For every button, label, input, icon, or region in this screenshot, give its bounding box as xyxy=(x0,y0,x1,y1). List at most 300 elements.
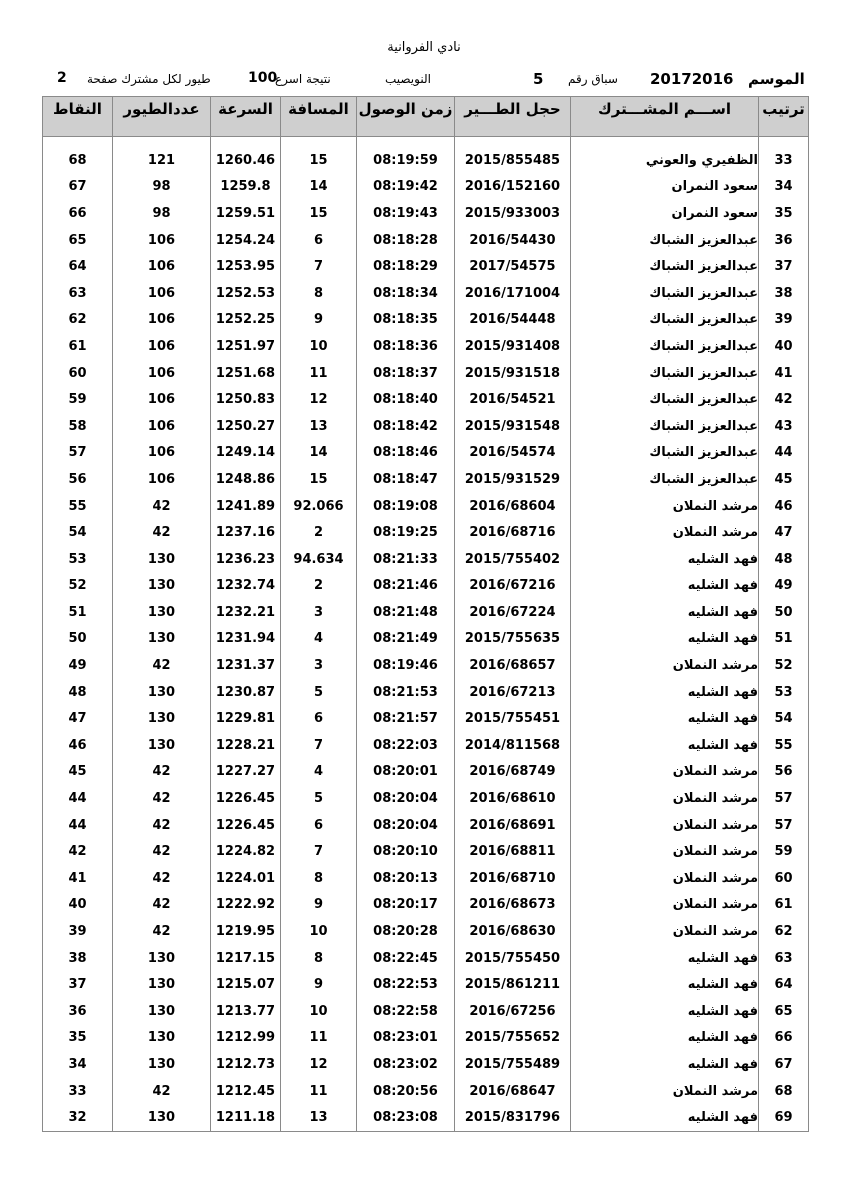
season-value: 20172016 xyxy=(650,70,734,88)
cell-participant: عبدالعزيز الشباك xyxy=(571,307,759,334)
cell-participant: مرشد النملان xyxy=(571,838,759,865)
cell-arrival-time: 08:18:40 xyxy=(357,386,455,413)
cell-points: 40 xyxy=(43,892,113,919)
cell-points: 34 xyxy=(43,1051,113,1078)
results-table xyxy=(42,96,809,1132)
cell-distance: 12 xyxy=(281,386,357,413)
table-row xyxy=(43,227,809,254)
cell-arrival-time: 08:21:46 xyxy=(357,573,455,600)
cell-rank: 33 xyxy=(759,147,809,174)
cell-distance: 13 xyxy=(281,413,357,440)
cell-speed: 1226.45 xyxy=(211,812,281,839)
table-row xyxy=(43,440,809,467)
cell-speed: 1248.86 xyxy=(211,466,281,493)
cell-ring: 2016/68630 xyxy=(455,918,571,945)
cell-ring: 2015/931548 xyxy=(455,413,571,440)
fastest-result-label: نتيجة اسرع xyxy=(275,72,331,86)
table-row xyxy=(43,918,809,945)
spacer-row xyxy=(43,137,809,148)
cell-rank: 57 xyxy=(759,812,809,839)
cell-speed: 1237.16 xyxy=(211,519,281,546)
cell-distance: 8 xyxy=(281,945,357,972)
table-row xyxy=(43,1051,809,1078)
cell-bird-count: 42 xyxy=(113,519,211,546)
cell-speed: 1231.94 xyxy=(211,626,281,653)
cell-bird-count: 106 xyxy=(113,307,211,334)
cell-bird-count: 106 xyxy=(113,413,211,440)
cell-distance: 12 xyxy=(281,1051,357,1078)
cell-participant: فهد الشليه xyxy=(571,1104,759,1131)
cell-arrival-time: 08:18:42 xyxy=(357,413,455,440)
col-header-rank: ترتيب xyxy=(759,97,809,137)
cell-ring: 2016/68716 xyxy=(455,519,571,546)
cell-distance: 11 xyxy=(281,360,357,387)
cell-bird-count: 130 xyxy=(113,546,211,573)
cell-participant: فهد الشليه xyxy=(571,1051,759,1078)
cell-distance: 5 xyxy=(281,785,357,812)
col-header-speed: السرعة xyxy=(211,97,281,137)
cell-bird-count: 106 xyxy=(113,227,211,254)
cell-ring: 2016/67224 xyxy=(455,599,571,626)
cell-participant: عبدالعزيز الشباك xyxy=(571,253,759,280)
cell-speed: 1250.83 xyxy=(211,386,281,413)
cell-bird-count: 130 xyxy=(113,1051,211,1078)
cell-speed: 1241.89 xyxy=(211,493,281,520)
cell-bird-count: 42 xyxy=(113,1078,211,1105)
cell-participant: سعود النمران xyxy=(571,174,759,201)
table-row xyxy=(43,785,809,812)
cell-rank: 45 xyxy=(759,466,809,493)
cell-participant: مرشد النملان xyxy=(571,785,759,812)
cell-ring: 2015/931518 xyxy=(455,360,571,387)
cell-points: 67 xyxy=(43,174,113,201)
cell-distance: 2 xyxy=(281,519,357,546)
cell-distance: 7 xyxy=(281,732,357,759)
cell-points: 35 xyxy=(43,1025,113,1052)
cell-rank: 41 xyxy=(759,360,809,387)
cell-speed: 1217.15 xyxy=(211,945,281,972)
cell-points: 39 xyxy=(43,918,113,945)
cell-bird-count: 106 xyxy=(113,466,211,493)
cell-arrival-time: 08:19:08 xyxy=(357,493,455,520)
cell-bird-count: 42 xyxy=(113,865,211,892)
cell-arrival-time: 08:21:33 xyxy=(357,546,455,573)
cell-ring: 2015/755402 xyxy=(455,546,571,573)
cell-ring: 2017/54575 xyxy=(455,253,571,280)
cell-participant: عبدالعزيز الشباك xyxy=(571,360,759,387)
cell-points: 48 xyxy=(43,679,113,706)
col-header-points: النقاط xyxy=(43,97,113,137)
cell-bird-count: 42 xyxy=(113,785,211,812)
cell-arrival-time: 08:18:29 xyxy=(357,253,455,280)
cell-ring: 2015/755451 xyxy=(455,705,571,732)
cell-points: 38 xyxy=(43,945,113,972)
cell-ring: 2016/68610 xyxy=(455,785,571,812)
cell-arrival-time: 08:20:01 xyxy=(357,759,455,786)
cell-distance: 11 xyxy=(281,1025,357,1052)
cell-bird-count: 106 xyxy=(113,333,211,360)
cell-participant: فهد الشليه xyxy=(571,626,759,653)
table-row xyxy=(43,573,809,600)
cell-points: 64 xyxy=(43,253,113,280)
page-number: 2 xyxy=(57,70,67,86)
fastest-result-value: 100 xyxy=(248,70,278,86)
cell-speed: 1251.68 xyxy=(211,360,281,387)
cell-distance: 6 xyxy=(281,812,357,839)
cell-arrival-time: 08:21:53 xyxy=(357,679,455,706)
cell-points: 60 xyxy=(43,360,113,387)
table-row xyxy=(43,1104,809,1131)
cell-rank: 60 xyxy=(759,865,809,892)
table-row xyxy=(43,838,809,865)
cell-points: 56 xyxy=(43,466,113,493)
cell-arrival-time: 08:22:45 xyxy=(357,945,455,972)
cell-bird-count: 130 xyxy=(113,945,211,972)
cell-participant: مرشد النملان xyxy=(571,918,759,945)
cell-arrival-time: 08:20:13 xyxy=(357,865,455,892)
cell-rank: 67 xyxy=(759,1051,809,1078)
cell-bird-count: 98 xyxy=(113,174,211,201)
cell-speed: 1211.18 xyxy=(211,1104,281,1131)
table-row xyxy=(43,466,809,493)
cell-ring: 2015/931408 xyxy=(455,333,571,360)
cell-arrival-time: 08:19:42 xyxy=(357,174,455,201)
cell-participant: عبدالعزيز الشباك xyxy=(571,440,759,467)
cell-ring: 2015/831796 xyxy=(455,1104,571,1131)
cell-distance: 10 xyxy=(281,333,357,360)
cell-rank: 69 xyxy=(759,1104,809,1131)
cell-points: 52 xyxy=(43,573,113,600)
table-row xyxy=(43,626,809,653)
cell-ring: 2016/68657 xyxy=(455,652,571,679)
cell-bird-count: 106 xyxy=(113,440,211,467)
table-row xyxy=(43,1025,809,1052)
cell-bird-count: 42 xyxy=(113,759,211,786)
cell-bird-count: 130 xyxy=(113,1025,211,1052)
cell-rank: 36 xyxy=(759,227,809,254)
table-row xyxy=(43,945,809,972)
cell-points: 57 xyxy=(43,440,113,467)
cell-bird-count: 106 xyxy=(113,386,211,413)
cell-speed: 1259.8 xyxy=(211,174,281,201)
cell-speed: 1228.21 xyxy=(211,732,281,759)
cell-points: 54 xyxy=(43,519,113,546)
cell-arrival-time: 08:18:34 xyxy=(357,280,455,307)
cell-ring: 2016/68604 xyxy=(455,493,571,520)
cell-distance: 9 xyxy=(281,971,357,998)
cell-bird-count: 130 xyxy=(113,573,211,600)
cell-arrival-time: 08:20:04 xyxy=(357,812,455,839)
cell-participant: مرشد النملان xyxy=(571,652,759,679)
cell-participant: عبدالعزيز الشباك xyxy=(571,280,759,307)
cell-participant: عبدالعزيز الشباك xyxy=(571,466,759,493)
cell-rank: 46 xyxy=(759,493,809,520)
table-row xyxy=(43,200,809,227)
cell-distance: 15 xyxy=(281,200,357,227)
cell-arrival-time: 08:20:04 xyxy=(357,785,455,812)
table-row xyxy=(43,174,809,201)
cell-arrival-time: 08:19:59 xyxy=(357,147,455,174)
cell-ring: 2015/931529 xyxy=(455,466,571,493)
cell-speed: 1227.27 xyxy=(211,759,281,786)
cell-participant: فهد الشليه xyxy=(571,971,759,998)
cell-speed: 1212.45 xyxy=(211,1078,281,1105)
cell-rank: 64 xyxy=(759,971,809,998)
cell-participant: مرشد النملان xyxy=(571,1078,759,1105)
cell-distance: 15 xyxy=(281,466,357,493)
cell-arrival-time: 08:19:25 xyxy=(357,519,455,546)
cell-points: 37 xyxy=(43,971,113,998)
cell-speed: 1232.21 xyxy=(211,599,281,626)
cell-ring: 2016/54448 xyxy=(455,307,571,334)
cell-distance: 3 xyxy=(281,652,357,679)
cell-speed: 1252.53 xyxy=(211,280,281,307)
table-row xyxy=(43,865,809,892)
cell-rank: 56 xyxy=(759,759,809,786)
table-row xyxy=(43,386,809,413)
cell-distance: 2 xyxy=(281,573,357,600)
cell-rank: 48 xyxy=(759,546,809,573)
cell-distance: 7 xyxy=(281,838,357,865)
cell-bird-count: 42 xyxy=(113,892,211,919)
table-body xyxy=(43,137,809,1132)
cell-arrival-time: 08:23:01 xyxy=(357,1025,455,1052)
cell-participant: مرشد النملان xyxy=(571,519,759,546)
col-header-distance: المسافة xyxy=(281,97,357,137)
table-row xyxy=(43,413,809,440)
cell-speed: 1224.82 xyxy=(211,838,281,865)
cell-bird-count: 106 xyxy=(113,253,211,280)
cell-distance: 7 xyxy=(281,253,357,280)
cell-ring: 2016/68710 xyxy=(455,865,571,892)
cell-points: 65 xyxy=(43,227,113,254)
cell-bird-count: 42 xyxy=(113,812,211,839)
cell-arrival-time: 08:20:10 xyxy=(357,838,455,865)
cell-participant: مرشد النملان xyxy=(571,759,759,786)
cell-points: 66 xyxy=(43,200,113,227)
cell-distance: 8 xyxy=(281,865,357,892)
cell-ring: 2016/68647 xyxy=(455,1078,571,1105)
cell-points: 36 xyxy=(43,998,113,1025)
cell-points: 44 xyxy=(43,812,113,839)
cell-speed: 1236.23 xyxy=(211,546,281,573)
cell-distance: 92.066 xyxy=(281,493,357,520)
cell-rank: 63 xyxy=(759,945,809,972)
cell-distance: 13 xyxy=(281,1104,357,1131)
cell-points: 45 xyxy=(43,759,113,786)
cell-arrival-time: 08:18:46 xyxy=(357,440,455,467)
club-title: نادي الفروانية xyxy=(387,40,461,55)
cell-points: 58 xyxy=(43,413,113,440)
cell-bird-count: 42 xyxy=(113,918,211,945)
cell-arrival-time: 08:23:02 xyxy=(357,1051,455,1078)
cell-bird-count: 130 xyxy=(113,998,211,1025)
table-row xyxy=(43,280,809,307)
cell-points: 63 xyxy=(43,280,113,307)
cell-arrival-time: 08:22:03 xyxy=(357,732,455,759)
cell-speed: 1215.07 xyxy=(211,971,281,998)
cell-participant: عبدالعزيز الشباك xyxy=(571,413,759,440)
cell-rank: 50 xyxy=(759,599,809,626)
cell-ring: 2015/861211 xyxy=(455,971,571,998)
table-row xyxy=(43,360,809,387)
cell-rank: 62 xyxy=(759,918,809,945)
cell-speed: 1250.27 xyxy=(211,413,281,440)
cell-distance: 94.634 xyxy=(281,546,357,573)
cell-arrival-time: 08:18:36 xyxy=(357,333,455,360)
cell-points: 33 xyxy=(43,1078,113,1105)
cell-bird-count: 130 xyxy=(113,971,211,998)
cell-distance: 6 xyxy=(281,227,357,254)
cell-points: 49 xyxy=(43,652,113,679)
cell-bird-count: 106 xyxy=(113,360,211,387)
cell-bird-count: 106 xyxy=(113,280,211,307)
cell-speed: 1252.25 xyxy=(211,307,281,334)
cell-distance: 14 xyxy=(281,440,357,467)
cell-rank: 42 xyxy=(759,386,809,413)
cell-speed: 1226.45 xyxy=(211,785,281,812)
cell-participant: فهد الشليه xyxy=(571,705,759,732)
cell-rank: 61 xyxy=(759,892,809,919)
table-row xyxy=(43,759,809,786)
cell-points: 53 xyxy=(43,546,113,573)
cell-rank: 66 xyxy=(759,1025,809,1052)
cell-arrival-time: 08:21:49 xyxy=(357,626,455,653)
cell-rank: 43 xyxy=(759,413,809,440)
table-header-row xyxy=(43,97,809,137)
cell-distance: 10 xyxy=(281,998,357,1025)
col-header-participant: اســـم المشـــترك xyxy=(571,97,759,137)
cell-arrival-time: 08:18:47 xyxy=(357,466,455,493)
table-row xyxy=(43,971,809,998)
cell-bird-count: 130 xyxy=(113,679,211,706)
col-header-ring: حجل الطـــير xyxy=(455,97,571,137)
cell-distance: 14 xyxy=(281,174,357,201)
table-row xyxy=(43,599,809,626)
cell-ring: 2016/152160 xyxy=(455,174,571,201)
race-number-label: سباق رقم xyxy=(568,72,618,86)
cell-participant: فهد الشليه xyxy=(571,1025,759,1052)
cell-participant: عبدالعزيز الشباك xyxy=(571,386,759,413)
table-row xyxy=(43,812,809,839)
cell-points: 42 xyxy=(43,838,113,865)
cell-participant: مرشد النملان xyxy=(571,865,759,892)
cell-speed: 1219.95 xyxy=(211,918,281,945)
col-header-arrival-time: زمن الوصول xyxy=(357,97,455,137)
cell-points: 61 xyxy=(43,333,113,360)
table-row xyxy=(43,333,809,360)
cell-ring: 2016/68749 xyxy=(455,759,571,786)
cell-ring: 2015/755635 xyxy=(455,626,571,653)
cell-bird-count: 130 xyxy=(113,732,211,759)
cell-distance: 11 xyxy=(281,1078,357,1105)
cell-distance: 6 xyxy=(281,705,357,732)
cell-distance: 9 xyxy=(281,307,357,334)
cell-arrival-time: 08:19:43 xyxy=(357,200,455,227)
cell-rank: 44 xyxy=(759,440,809,467)
cell-points: 41 xyxy=(43,865,113,892)
cell-speed: 1213.77 xyxy=(211,998,281,1025)
cell-distance: 3 xyxy=(281,599,357,626)
table-row xyxy=(43,732,809,759)
cell-rank: 49 xyxy=(759,573,809,600)
cell-rank: 38 xyxy=(759,280,809,307)
cell-points: 50 xyxy=(43,626,113,653)
table-row xyxy=(43,652,809,679)
cell-ring: 2016/54430 xyxy=(455,227,571,254)
cell-arrival-time: 08:18:28 xyxy=(357,227,455,254)
cell-bird-count: 98 xyxy=(113,200,211,227)
cell-distance: 5 xyxy=(281,679,357,706)
cell-arrival-time: 08:20:17 xyxy=(357,892,455,919)
cell-participant: عبدالعزيز الشباك xyxy=(571,333,759,360)
cell-distance: 9 xyxy=(281,892,357,919)
cell-speed: 1251.97 xyxy=(211,333,281,360)
season-label: الموسم xyxy=(748,70,805,88)
cell-participant: فهد الشليه xyxy=(571,945,759,972)
cell-ring: 2016/68811 xyxy=(455,838,571,865)
cell-participant: عبدالعزيز الشباك xyxy=(571,227,759,254)
race-number-value: 5 xyxy=(533,70,544,88)
cell-participant: فهد الشليه xyxy=(571,573,759,600)
cell-arrival-time: 08:18:37 xyxy=(357,360,455,387)
cell-bird-count: 130 xyxy=(113,599,211,626)
cell-ring: 2016/67256 xyxy=(455,998,571,1025)
cell-ring: 2014/811568 xyxy=(455,732,571,759)
table-row xyxy=(43,1078,809,1105)
table-row xyxy=(43,493,809,520)
table-row xyxy=(43,147,809,174)
cell-speed: 1260.46 xyxy=(211,147,281,174)
cell-participant: فهد الشليه xyxy=(571,599,759,626)
cell-ring: 2015/933003 xyxy=(455,200,571,227)
cell-arrival-time: 08:23:08 xyxy=(357,1104,455,1131)
cell-speed: 1212.73 xyxy=(211,1051,281,1078)
cell-ring: 2016/67213 xyxy=(455,679,571,706)
cell-ring: 2016/68673 xyxy=(455,892,571,919)
cell-points: 46 xyxy=(43,732,113,759)
cell-ring: 2015/755652 xyxy=(455,1025,571,1052)
cell-ring: 2016/54521 xyxy=(455,386,571,413)
cell-speed: 1229.81 xyxy=(211,705,281,732)
cell-rank: 55 xyxy=(759,732,809,759)
cell-rank: 40 xyxy=(759,333,809,360)
cell-bird-count: 42 xyxy=(113,652,211,679)
cell-bird-count: 42 xyxy=(113,838,211,865)
cell-arrival-time: 08:21:57 xyxy=(357,705,455,732)
table-row xyxy=(43,892,809,919)
cell-bird-count: 121 xyxy=(113,147,211,174)
cell-arrival-time: 08:20:28 xyxy=(357,918,455,945)
cell-participant: فهد الشليه xyxy=(571,546,759,573)
cell-arrival-time: 08:21:48 xyxy=(357,599,455,626)
cell-ring: 2015/755489 xyxy=(455,1051,571,1078)
cell-speed: 1249.14 xyxy=(211,440,281,467)
cell-arrival-time: 08:22:58 xyxy=(357,998,455,1025)
cell-bird-count: 130 xyxy=(113,705,211,732)
cell-participant: الظفيري والعوني xyxy=(571,147,759,174)
cell-points: 55 xyxy=(43,493,113,520)
cell-points: 62 xyxy=(43,307,113,334)
cell-participant: مرشد النملان xyxy=(571,812,759,839)
cell-points: 51 xyxy=(43,599,113,626)
col-header-bird-count: عددالطيور xyxy=(113,97,211,137)
cell-participant: فهد الشليه xyxy=(571,998,759,1025)
cell-distance: 10 xyxy=(281,918,357,945)
cell-participant: مرشد النملان xyxy=(571,892,759,919)
cell-participant: فهد الشليه xyxy=(571,732,759,759)
cell-distance: 8 xyxy=(281,280,357,307)
